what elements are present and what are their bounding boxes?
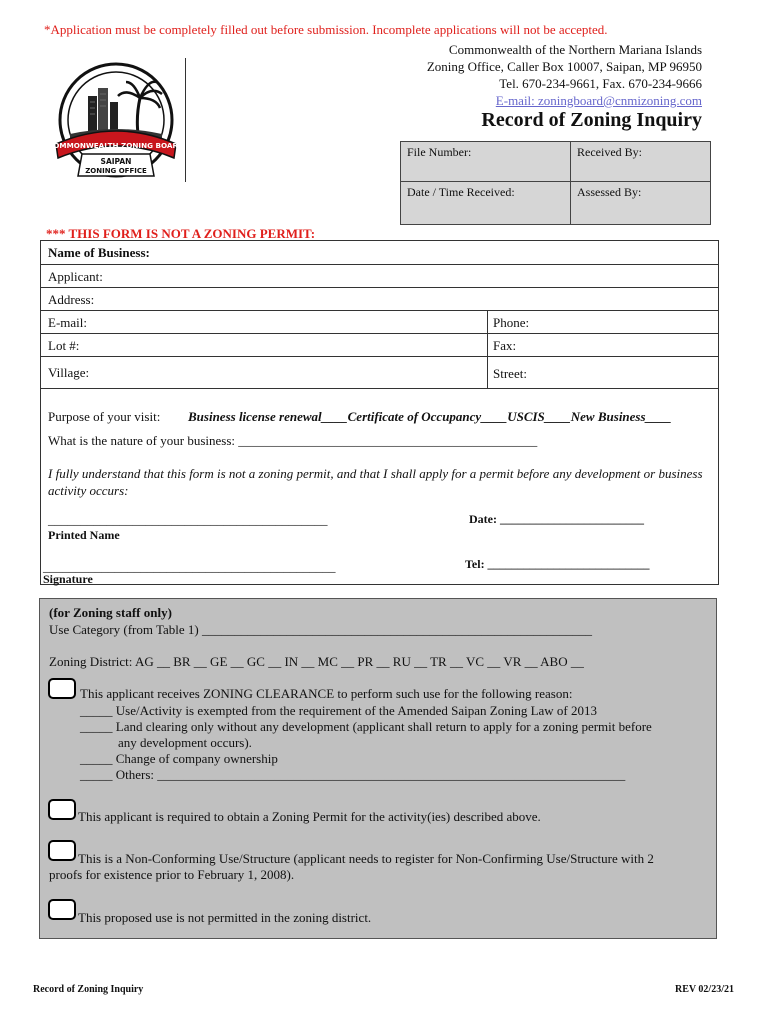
not-permit-warning: *** THIS FORM IS NOT A ZONING PERMIT:	[46, 226, 316, 241]
office-address	[427, 41, 702, 109]
name-of-business-field[interactable]: Name of Business:	[41, 241, 718, 265]
logo-banner-line1: SAIPAN	[100, 157, 132, 166]
clearance-label: This applicant receives ZONING CLEARANCE to perform such use for the following reason:	[80, 686, 573, 701]
reason-exempted[interactable]: _____ Use/Activity is exempted from the requirement of the Amended Saipan Zoning Law of 2013	[80, 703, 597, 718]
fax-field[interactable]: Fax:	[493, 338, 517, 353]
email-label: E-mail:	[48, 315, 87, 330]
email-link[interactable]: E-mail: zoningboard@cnmizoning.com	[495, 93, 702, 108]
footer-title: Record of Zoning Inquiry	[33, 984, 144, 995]
village-field[interactable]	[41, 357, 718, 389]
signature-line[interactable]: _____________________________________________	[43, 559, 336, 574]
page-title: Record of Zoning Inquiry	[481, 109, 702, 131]
reason-ownership-change[interactable]: _____ Change of company ownership	[80, 751, 278, 766]
submission-notice: *Application must be completely filled out before submission. Incomplete applications will not be accepted.	[44, 22, 608, 37]
not-permitted-label: This proposed use is not permitted in the zoning district.	[78, 910, 372, 925]
footer-revision: REV 02/23/21	[675, 984, 734, 995]
zoning-board-logo	[38, 58, 190, 186]
village-label: Village:	[48, 365, 90, 380]
tel-field[interactable]: Tel: ___________________________	[465, 557, 650, 571]
street-field[interactable]: Street:	[493, 366, 527, 381]
purpose-options[interactable]: Business license renewal____Certificate of Occupancy____USCIS____New Business____	[188, 409, 672, 424]
zoning-district-field[interactable]: Zoning District: AG __ BR __ GE __ GC __ IN __ MC __ PR __ RU __ TR __ VC __ VR __ ABO __	[49, 654, 584, 669]
nature-of-business-field[interactable]: What is the nature of your business: ______________________________________________	[48, 433, 538, 448]
phone-field[interactable]: Phone:	[493, 315, 530, 330]
address-line-3: Tel. 670-234-9661, Fax. 670-234-9666	[499, 76, 702, 91]
logo-arc-text: COMMONWEALTH ZONING BOARD	[48, 141, 184, 150]
email-field[interactable]	[41, 311, 718, 334]
reason-others[interactable]: _____ Others: ________________________________________________________________________	[80, 767, 626, 782]
use-category-field[interactable]: Use Category (from Table 1) ____________________________________________________________	[49, 622, 592, 637]
date-field[interactable]: Date: ________________________	[469, 512, 644, 526]
printed-name-line[interactable]: ___________________________________________	[48, 512, 328, 527]
not-permitted-checkbox[interactable]	[48, 899, 76, 920]
lot-label: Lot #:	[48, 338, 80, 353]
clearance-checkbox[interactable]	[48, 678, 76, 699]
address-line-2: Zoning Office, Caller Box 10007, Saipan, MP 96950	[426, 59, 702, 74]
received-by-field[interactable]: Received By:	[577, 145, 642, 159]
date-time-received-field[interactable]: Date / Time Received:	[407, 185, 515, 199]
address-field[interactable]: Address:	[41, 288, 718, 311]
staff-heading: (for Zoning staff only)	[49, 605, 172, 620]
nonconforming-checkbox[interactable]	[48, 840, 76, 861]
nonconforming-label: This is a Non-Conforming Use/Structure (applicant needs to register for Non-Confirming Use/Structure with 2	[78, 851, 654, 866]
address-line-1: Commonwealth of the Northern Mariana Islands	[448, 42, 702, 57]
signature-label: Signature	[43, 572, 93, 586]
permit-required-checkbox[interactable]	[48, 799, 76, 820]
permit-required-label: This applicant is required to obtain a Zoning Permit for the activity(ies) described above.	[78, 809, 541, 824]
acknowledgement-statement: I fully understand that this form is not a zoning permit, and that I shall apply for a permit before any development or business activity occurs:	[48, 466, 703, 498]
file-number-field[interactable]: File Number:	[407, 145, 472, 159]
purpose-label: Purpose of your visit:	[48, 409, 161, 424]
staff-only-section	[39, 598, 717, 939]
header-divider	[185, 58, 186, 182]
office-use-box	[400, 141, 711, 225]
reason-land-clearing-cont: any development occurs).	[118, 735, 252, 750]
nonconforming-label-cont: proofs for existence prior to February 1, 2008).	[49, 867, 295, 882]
reason-land-clearing[interactable]: _____ Land clearing only without any development (applicant shall return to apply for a zoning permit before	[80, 719, 652, 734]
applicant-field[interactable]: Applicant:	[41, 265, 718, 288]
form-column-divider	[487, 311, 488, 389]
logo-banner-line2: ZONING OFFICE	[85, 167, 147, 175]
applicant-form	[40, 240, 719, 585]
lot-field[interactable]	[41, 334, 718, 357]
printed-name-label: Printed Name	[48, 528, 120, 542]
assessed-by-field[interactable]: Assessed By:	[577, 185, 642, 199]
